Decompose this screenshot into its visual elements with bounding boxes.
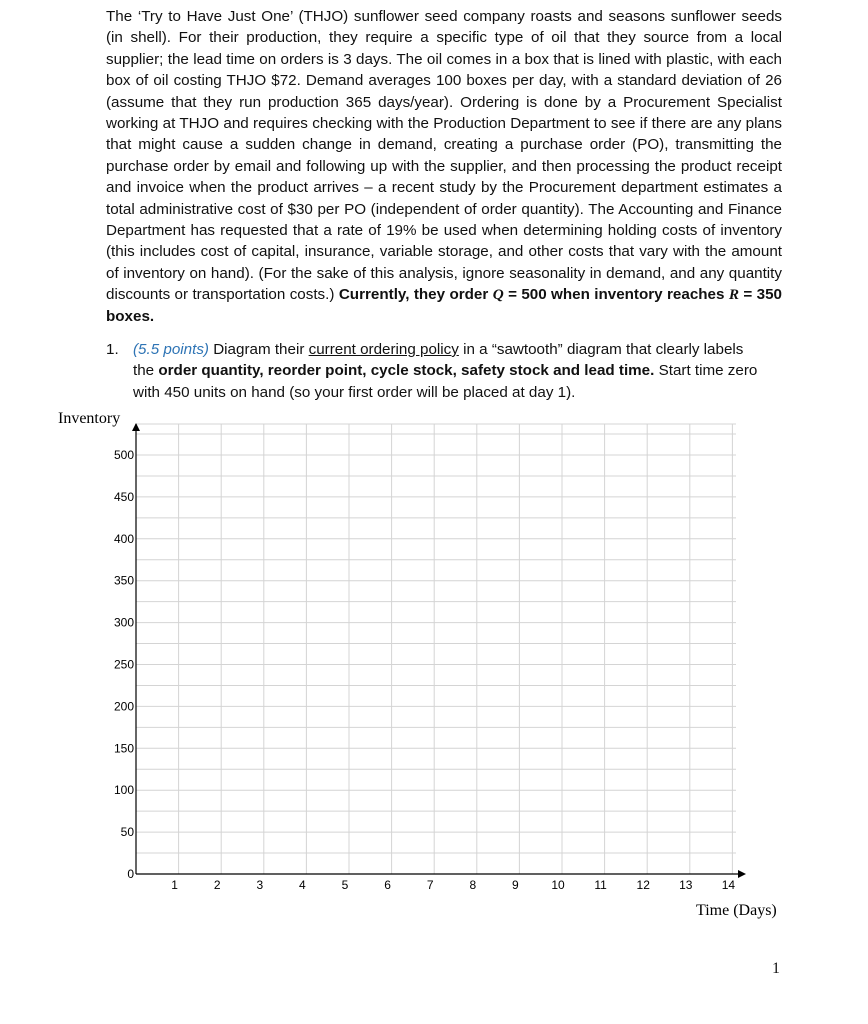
x-tick-label: 13 <box>679 878 693 892</box>
x-tick-label: 3 <box>256 878 264 892</box>
y-tick-label: 150 <box>113 741 134 756</box>
y-tick-label: 250 <box>113 657 134 672</box>
y-tick-label: 500 <box>113 448 134 462</box>
y-tick-label: 300 <box>113 615 134 630</box>
x-tick-label: 5 <box>341 878 349 892</box>
y-tick-label: 450 <box>113 489 134 504</box>
page-number: 1 <box>772 960 780 977</box>
question-text-a: Diagram their <box>213 341 305 358</box>
y-tick-label: 200 <box>113 699 134 714</box>
chart-axes <box>132 423 746 878</box>
question-number: 1. <box>106 341 119 358</box>
x-tick-label: 1 <box>171 878 178 892</box>
y-tick-label: 50 <box>120 825 134 840</box>
r-symbol: R <box>728 286 739 304</box>
y-tick-label: 100 <box>113 783 134 798</box>
question-bold-list: order quantity, reorder point, cycle stock, safety stock and lead time. <box>158 362 655 380</box>
x-tick-label: 2 <box>213 878 221 892</box>
question-underlined: current ordering policy <box>308 341 459 358</box>
x-axis-title: Time (Days) <box>696 902 777 919</box>
x-tick-label: 11 <box>594 878 607 892</box>
chart-grid <box>136 424 736 874</box>
y-tick-label: 0 <box>127 867 134 881</box>
question-text-b: in a “sawtooth” diagram that clearly labels the <box>133 341 744 380</box>
chart-ticks <box>114 448 735 892</box>
x-axis-arrow <box>738 870 746 878</box>
x-tick-label: 6 <box>384 878 391 892</box>
q-symbol: Q <box>492 286 504 304</box>
problem-intro: The ‘Try to Have Just One’ (THJO) sunflower seed company roasts and seasons sunflower seeds (in shell). For their production, they require a specific type of oil that they source from a local supplier; the lead time on orders is 3 days. The oil comes in a box that is lined with plastic, with each box of oil costing THJO $72. Demand averages 100 boxes per day, with a standard deviation of 26 (assume that they run production 365 days/year). Ordering is done by a Procurement Specialist working at THJO and requires checking with the Production Department to see if there are any plans that might cause a sudden change in demand, creating a purchase order (PO), transmitting the purchase order by email and following up with the supplier, and then processing the product receipt and invoice when the product arrives – a recent study by the Procurement department estimates a total administrative cost of $30 per PO (independent of order quantity). The Accounting and Finance Department has requested that a rate of 19% be used when determining holding costs of inventory (this includes cost of capital, insurance, variable storage, and other costs that vary with the amount of inventory on hand). (For the sake of this analysis, ignore seasonality in demand, and any quantity discounts or transportation costs.) <box>106 8 782 304</box>
x-tick-label: 14 <box>721 878 736 892</box>
x-tick-label: 7 <box>426 878 434 892</box>
r-value: = 350 boxes. <box>106 286 782 325</box>
y-tick-label: 350 <box>113 573 134 588</box>
x-tick-label: 8 <box>469 878 477 892</box>
question-text-c: Start time zero with 450 units on hand (so your first order will be placed at day 1). <box>133 362 758 401</box>
x-tick-label: 4 <box>299 878 306 892</box>
question-points: (5.5 points) <box>133 341 209 358</box>
x-tick-label: 12 <box>636 878 650 892</box>
x-tick-label: 9 <box>512 878 519 892</box>
y-tick-label: 400 <box>113 531 134 546</box>
y-axis-title: Inventory <box>58 410 121 427</box>
q-value: = 500 when inventory reaches <box>508 286 725 304</box>
current-policy-lead: Currently, they order <box>338 286 489 304</box>
x-tick-label: 10 <box>551 878 565 892</box>
